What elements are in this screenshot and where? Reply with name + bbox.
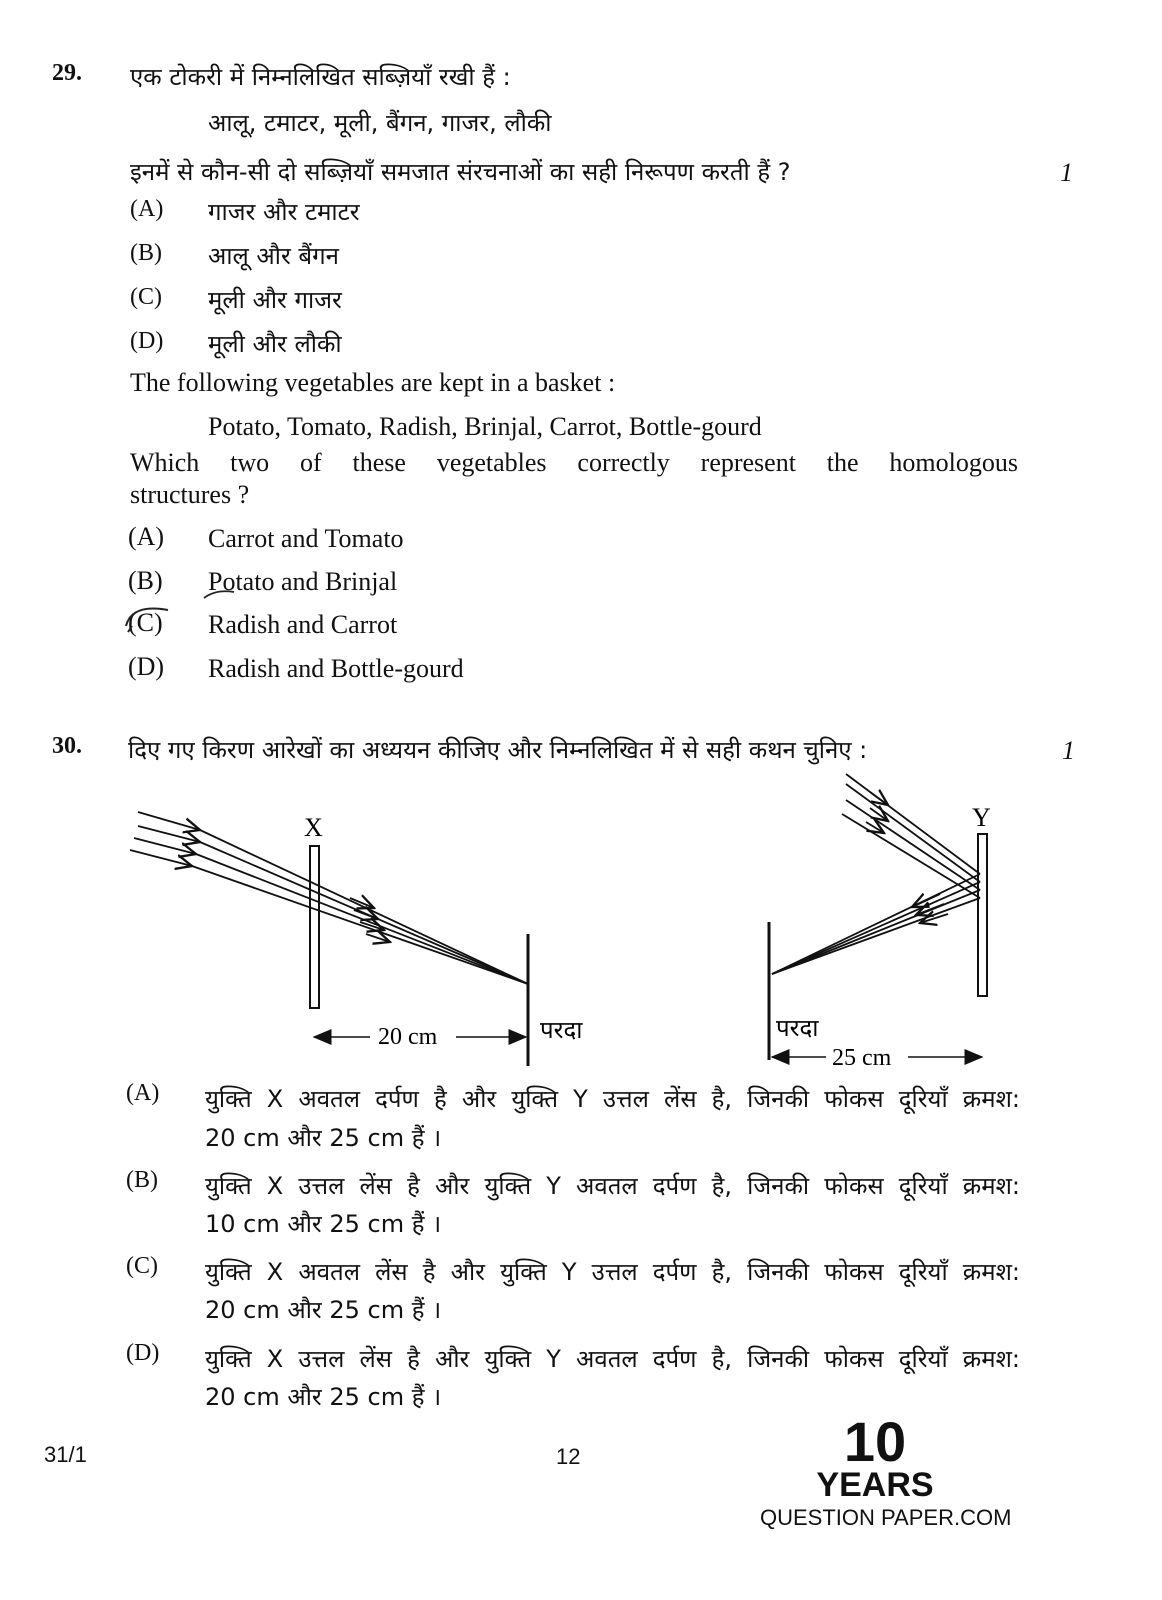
question-number: 29.: [52, 60, 82, 86]
screen-label: परदा: [776, 1014, 819, 1042]
option-label: (B): [126, 1167, 158, 1193]
option-a-line2: 20 cm और 25 cm हैं ।: [205, 1124, 442, 1152]
option-d-line1: युक्ति X उत्तल लेंस है और युक्ति Y अवतल दर्पण है, जिनकी फोकस दूरियाँ क्रमश:: [205, 1345, 1020, 1373]
question-intro-english: The following vegetables are kept in a basket :: [130, 368, 616, 397]
option-label: (B): [128, 566, 163, 595]
ray-diagram: [0, 770, 1162, 1080]
question-text-hindi: दिए गए किरण आरेखों का अध्ययन कीजिए और निम्नलिखित में से सही कथन चुनिए :: [128, 736, 868, 764]
option-d-line2: 20 cm और 25 cm हैं ।: [205, 1383, 442, 1411]
option-a-line1: युक्ति X अवतल दर्पण है और युक्ति Y उत्तल लेंस है, जिनकी फोकस दूरियाँ क्रमश:: [205, 1085, 1020, 1113]
logo-site: QUESTION PAPER.COM: [760, 1505, 1012, 1530]
question-text-english-line1: Which two of these vegetables correctly represent the homologous: [130, 448, 1018, 477]
option-label: (A): [130, 196, 164, 222]
option-label: (D): [130, 328, 164, 354]
vegetable-list-english: Potato, Tomato, Radish, Brinjal, Carrot, Bottle-gourd: [208, 412, 762, 441]
option-c-line2: 20 cm और 25 cm हैं ।: [205, 1296, 442, 1324]
option-c-hindi: मूली और गाजर: [208, 286, 342, 314]
device-y-label: Y: [972, 803, 991, 832]
distance-y-label: 25 cm: [832, 1045, 892, 1071]
question-intro-hindi: एक टोकरी में निम्नलिखित सब्ज़ियाँ रखी हैं :: [130, 63, 511, 91]
option-a-english: Carrot and Tomato: [208, 524, 404, 553]
option-a-hindi: गाजर और टमाटर: [208, 198, 360, 226]
option-label: (A): [126, 1080, 160, 1106]
device-x-lens: [310, 846, 319, 1008]
option-d-english: Radish and Bottle-gourd: [208, 654, 464, 683]
logo-number: 10: [843, 1410, 907, 1473]
logo-word: YEARS: [816, 1466, 934, 1504]
option-label: (C): [130, 284, 162, 310]
question-text-hindi: इनमें से कौन-सी दो सब्ज़ियाँ समजात संरचनाओं का सही निरूपण करती हैं ?: [130, 158, 791, 186]
marks: 1: [1060, 158, 1073, 187]
option-label: (B): [130, 240, 162, 266]
pen-underline-mark: [200, 588, 240, 602]
option-label: (D): [126, 1340, 160, 1366]
device-y-mirror: [978, 834, 987, 996]
option-b-line1: युक्ति X उत्तल लेंस है और युक्ति Y अवतल दर्पण है, जिनकी फोकस दूरियाँ क्रमश:: [205, 1172, 1020, 1200]
option-label: (D): [128, 652, 165, 681]
paper-code: 31/1: [44, 1442, 87, 1467]
option-c-english: Radish and Carrot: [208, 610, 398, 639]
option-b-line2: 10 cm और 25 cm हैं ।: [205, 1210, 442, 1238]
option-c-line1: युक्ति X अवतल लेंस है और युक्ति Y उत्तल दर्पण है, जिनकी फोकस दूरियाँ क्रमश:: [205, 1258, 1020, 1286]
pen-tick-mark: [120, 596, 180, 646]
diagram-y: [769, 774, 991, 1071]
option-label-marked: (C): [128, 608, 163, 637]
question-text-english-line2: structures ?: [130, 480, 250, 509]
page-number: 12: [556, 1444, 581, 1469]
option-label: (A): [128, 522, 165, 551]
option-b-english: Potato and Brinjal: [208, 567, 398, 596]
option-label: (C): [126, 1253, 158, 1279]
question-number: 30.: [52, 733, 82, 759]
option-b-hindi: आलू और बैंगन: [208, 242, 339, 270]
diagram-x: [130, 812, 583, 1066]
marks: 1: [1062, 736, 1075, 765]
device-x-label: X: [304, 813, 323, 842]
screen-label: परदा: [540, 1016, 583, 1044]
distance-x-label: 20 cm: [378, 1024, 438, 1050]
vegetable-list-hindi: आलू, टमाटर, मूली, बैंगन, गाजर, लौकी: [208, 109, 552, 137]
option-d-hindi: मूली और लौकी: [208, 330, 342, 358]
site-logo: [760, 1410, 1012, 1534]
